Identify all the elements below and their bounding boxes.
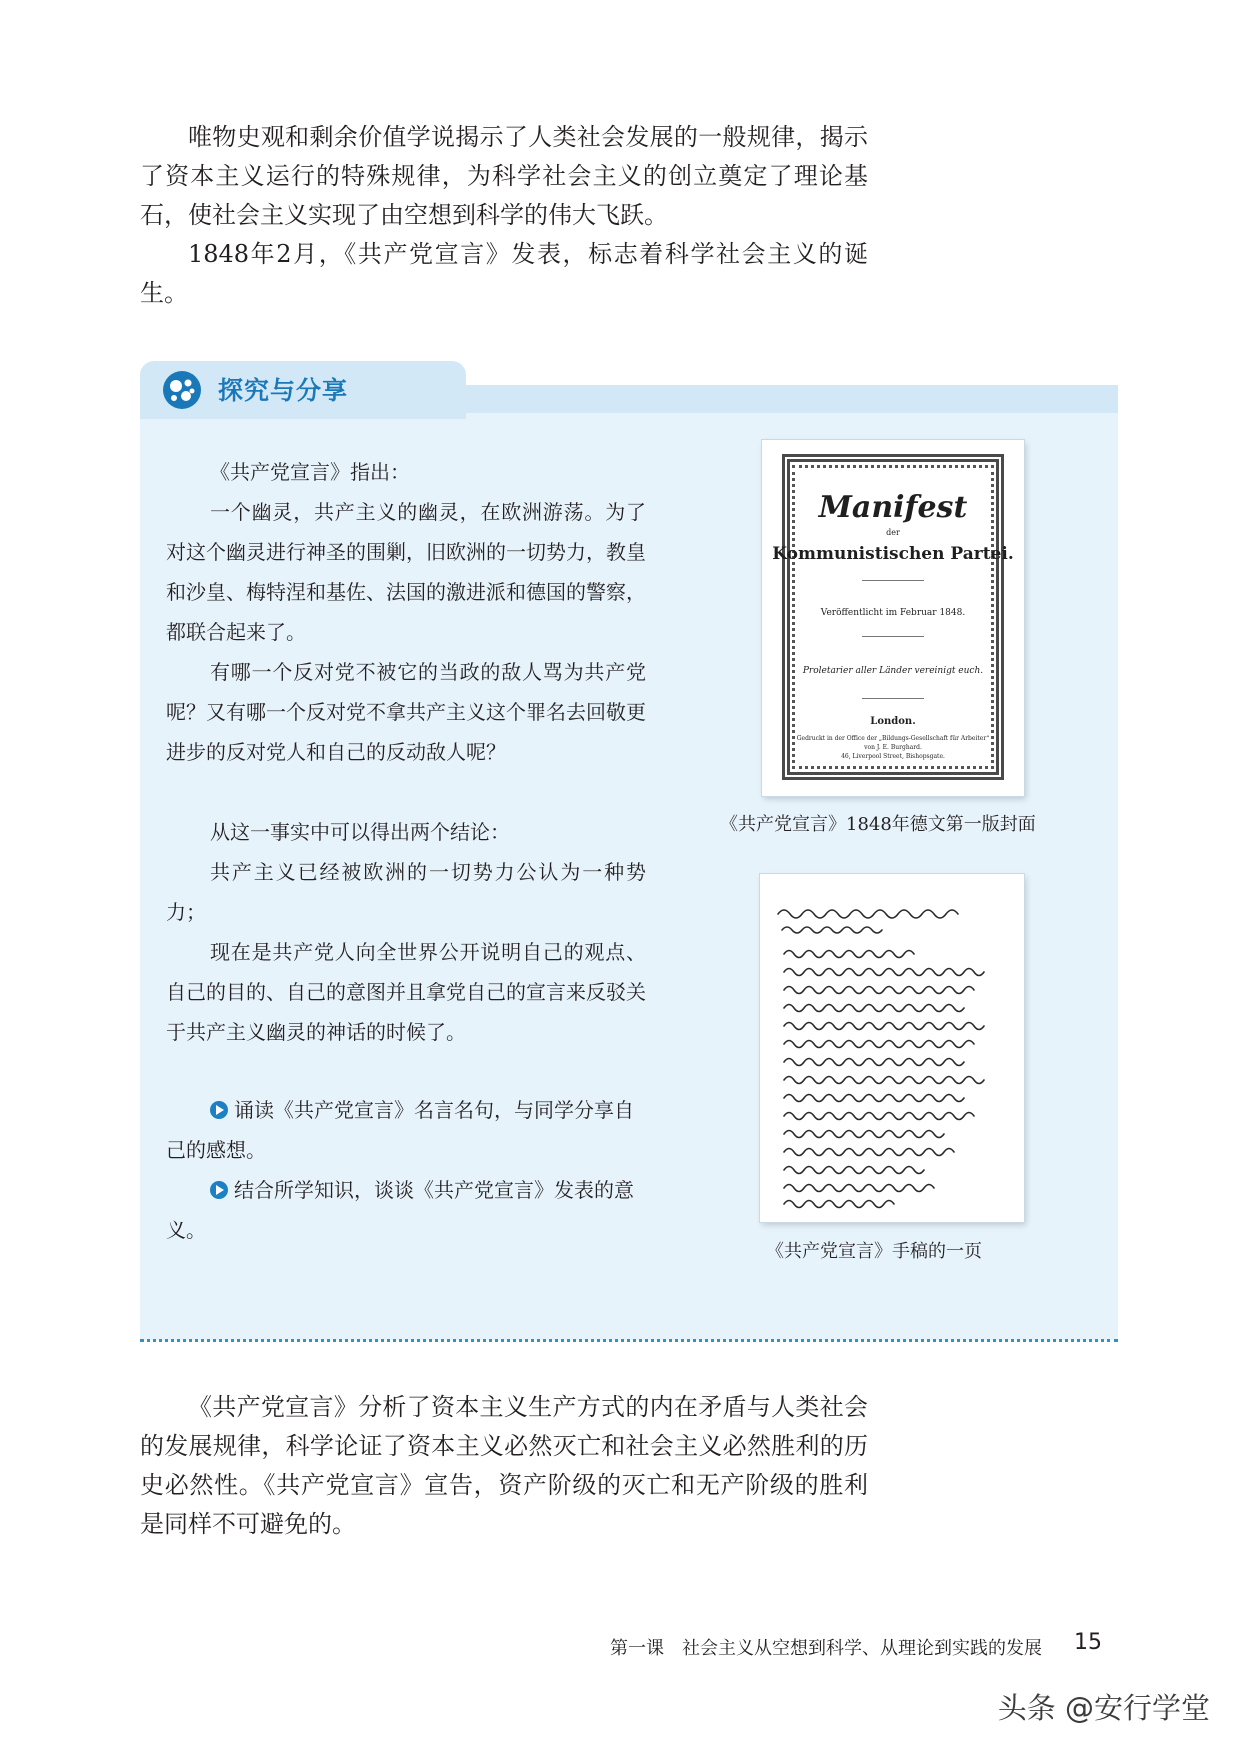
- cover-date-line: Veröffentlicht im Februar 1848.: [820, 608, 966, 618]
- cover-subtitle: Kommunistischen Partei.: [772, 544, 1014, 564]
- panel-title: 探究与分享: [218, 376, 349, 405]
- manuscript-page-image: [760, 874, 1024, 1222]
- quote-paragraph: 共产主义已经被欧洲的一切势力公认为一种势力；: [166, 860, 646, 924]
- cover-slogan: Proletarier aller Länder vereinigt euch.: [802, 666, 984, 676]
- cover-city: London.: [870, 716, 916, 727]
- cover-rule: [862, 580, 924, 581]
- panel-bottom-divider: [140, 1339, 1118, 1342]
- task-item: [166, 1090, 646, 1170]
- cover-small-word: der: [886, 528, 900, 537]
- cover-printer-line: Gedruckt in der Office der „Bildungs-Gesellschaft für Arbeiter“: [796, 735, 990, 742]
- molecule-icon: [162, 370, 202, 410]
- task-item: [166, 1170, 646, 1250]
- body-paragraph: 《共产党宣言》分析了资本主义生产方式的内在矛盾与人类社会的发展规律，科学论证了资本主义必然灭亡和社会主义必然胜利的历史必然性。《共产党宣言》宣告，资产阶级的灭亡和无产阶级的胜利是同样不可避免的。: [140, 1393, 868, 1538]
- body-paragraph: 1848年2月，《共产党宣言》发表，标志着科学社会主义的诞生。: [140, 240, 868, 307]
- body-paragraph: 唯物史观和剩余价值学说揭示了人类社会发展的一般规律，揭示了资本主义运行的特殊规律，为科学社会主义的创立奠定了理论基石，使社会主义实现了由空想到科学的伟大飞跃。: [140, 123, 868, 229]
- task-text: 诵读《共产党宣言》名言名句，与同学分享自己的感想。: [166, 1098, 634, 1162]
- quote-paragraph: 一个幽灵，共产主义的幽灵，在欧洲游荡。为了对这个幽灵进行神圣的围剿，旧欧洲的一切势力，教皇和沙皇、梅特涅和基佐、法国的激进派和德国的警察，都联合起来了。: [166, 500, 646, 644]
- manuscript-caption: 《共产党宣言》手稿的一页: [766, 1241, 982, 1262]
- task-text: 结合所学知识，谈谈《共产党宣言》发表的意义。: [166, 1178, 634, 1242]
- cover-printer-line: 46, Liverpool Street, Bishopsgate.: [841, 753, 945, 760]
- cover-printer: [762, 734, 1024, 761]
- page-number: 15: [1074, 1630, 1102, 1655]
- quote-intro: 《共产党宣言》指出：: [210, 460, 410, 484]
- cover-printer-line: von J. E. Burghard.: [864, 744, 922, 751]
- cover-title: Manifest: [818, 490, 968, 525]
- watermark: 头条 @安行学堂: [997, 1691, 1210, 1725]
- arrow-right-icon: [210, 1181, 228, 1199]
- quote-paragraph: 从这一事实中可以得出两个结论：: [210, 820, 510, 844]
- handwriting-scribble: [760, 874, 1024, 1222]
- cover-rule: [862, 698, 924, 699]
- cover-rule: [862, 636, 924, 637]
- cover-caption: 《共产党宣言》1848年德文第一版封面: [720, 814, 1036, 835]
- arrow-right-icon: [210, 1101, 228, 1119]
- quote-paragraph: 现在是共产党人向全世界公开说明自己的观点、自己的目的、自己的意图并且拿党自己的宣言来反驳关于共产主义幽灵的神话的时候了。: [166, 940, 646, 1044]
- footer-lesson-title: 第一课 社会主义从空想到科学、从理论到实践的发展: [610, 1638, 1042, 1659]
- quote-paragraph: 有哪一个反对党不被它的当政的敌人骂为共产党呢？又有哪一个反对党不拿共产主义这个罪名去回敬更进步的反对党人和自己的反动敌人呢？: [166, 660, 646, 764]
- manifesto-cover-image: [762, 440, 1024, 796]
